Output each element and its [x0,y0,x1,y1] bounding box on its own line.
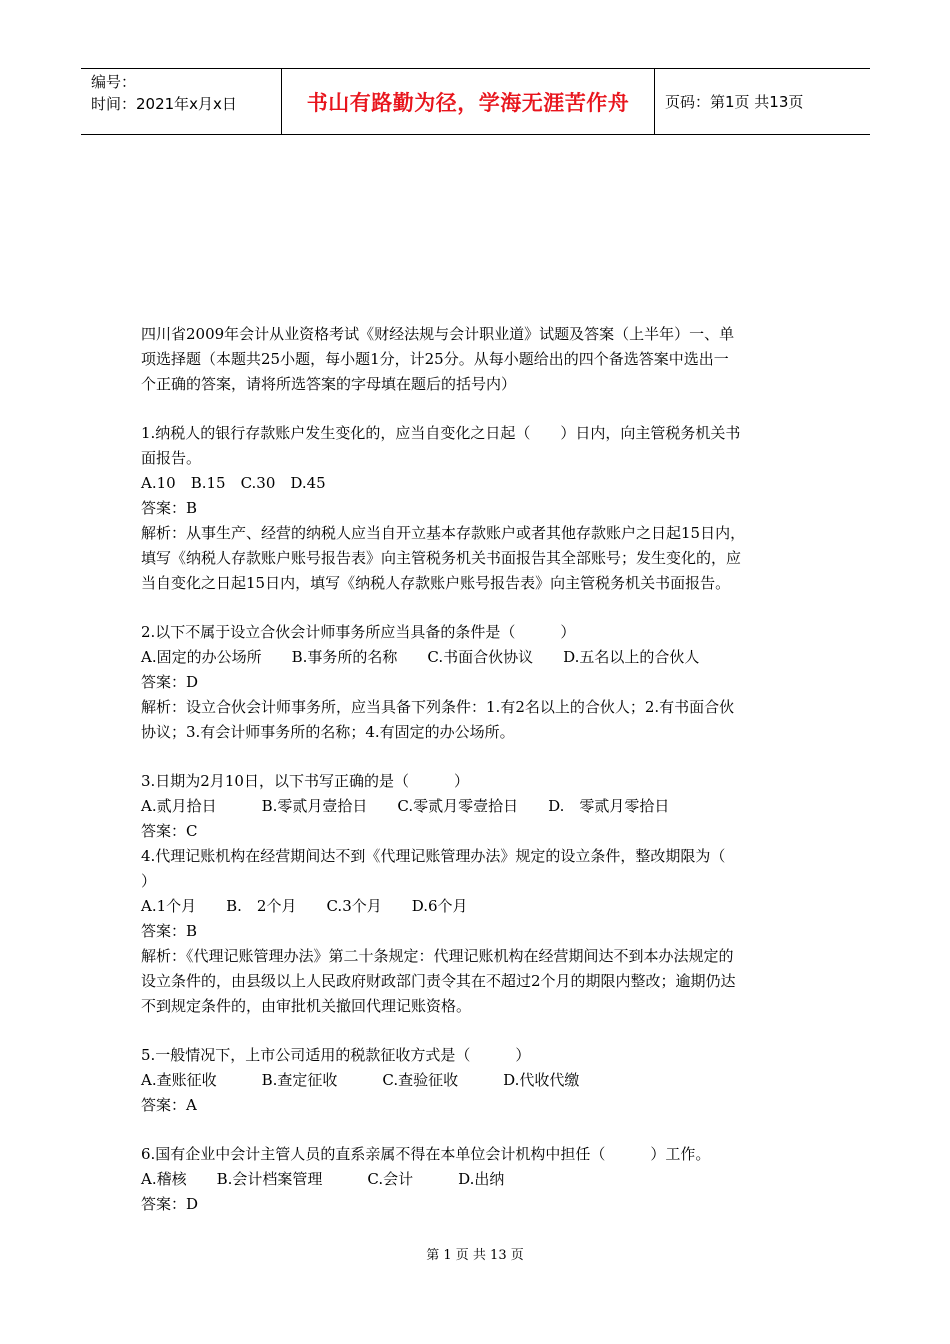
page-info: 页码：第1页 共13页 [665,93,804,111]
document-body [141,322,813,1217]
time-label: 时间：2021年x月x日 [91,95,237,113]
question-analysis: 填写《纳税人存款账户账号报告表》向主管税务机关书面报告其全部账号；发生变化的，应 [141,549,742,567]
question-stem: 4.代理记账机构在经营期间达不到《代理记账管理办法》规定的设立条件，整改期限为（ [141,847,726,865]
question-analysis: 设立条件的，由县级以上人民政府财政部门责令其在不超过2个月的期限内整改；逾期仍达 [141,972,736,990]
question-options: A.10 B.15 C.30 D.45 [141,474,326,492]
question-options: A.贰月拾日 B.零贰月壹拾日 C.零贰月零壹拾日 D. 零贰月零拾日 [141,797,670,815]
question-stem: 3.日期为2月10日，以下书写正确的是（ ） [141,772,469,790]
question-analysis: 解析：从事生产、经营的纳税人应当自开立基本存款账户或者其他存款账户之日起15日内， [141,524,746,542]
page-footer: 第 1 页 共 13 页 [426,1248,524,1263]
question-stem: 1.纳税人的银行存款账户发生变化的，应当自变化之日起（ ）日内，向主管税务机关书 [141,424,741,442]
question-analysis: 不到规定条件的，由审批机关撤回代理记账资格。 [141,997,472,1015]
question-2 [141,620,813,745]
question-stem: 2.以下不属于设立合伙会计师事务所应当具备的条件是（ ） [141,623,576,641]
question-options: A.1个月 B. 2个月 C.3个月 D.6个月 [141,897,468,915]
question-options: A.查账征收 B.查定征收 C.查验征收 D.代收代缴 [141,1071,580,1089]
question-analysis: 解析：《代理记账管理办法》第二十条规定：代理记账机构在经营期间达不到本办法规定的 [141,947,734,965]
page-header [81,68,870,135]
number-label: 编号： [91,73,137,91]
question-3 [141,769,813,844]
intro-line: 个正确的答案，请将所选答案的字母填在题后的括号内） [141,375,517,393]
question-answer: 答案：A [141,1096,197,1114]
question-5 [141,1043,813,1118]
question-stem: 5.一般情况下，上市公司适用的税款征收方式是（ ） [141,1046,531,1064]
question-options: A.固定的办公场所 B.事务所的名称 C.书面合伙协议 D.五名以上的合伙人 [141,648,700,666]
intro-line: 项选择题（本题共25小题，每小题1分，计25分。从每小题给出的四个备选答案中选出一 [141,350,729,368]
question-6 [141,1142,813,1217]
question-stem: ） [141,872,157,890]
question-analysis: 解析：设立合伙会计师事务所，应当具备下列条件：1.有2名以上的合伙人；2.有书面合伙 [141,698,735,716]
motto: 书山有路勤为径，学海无涯苦作舟 [306,90,630,115]
question-1 [141,421,813,596]
question-stem: 面报告。 [141,449,202,467]
header-left-cell [81,69,282,134]
question-stem: 6.国有企业中会计主管人员的直系亲属不得在本单位会计机构中担任（ ）工作。 [141,1145,711,1163]
question-4 [141,844,813,1019]
question-answer: 答案：D [141,1195,199,1213]
question-answer: 答案：C [141,822,198,840]
header-motto-cell [282,69,655,134]
question-answer: 答案：B [141,499,198,517]
question-answer: 答案：D [141,673,199,691]
intro-paragraph [141,322,813,397]
header-page-cell [655,69,870,134]
question-analysis: 当自变化之日起15日内，填写《纳税人存款账户账号报告表》向主管税务机关书面报告。 [141,574,731,592]
intro-line: 四川省2009年会计从业资格考试《财经法规与会计职业道》试题及答案（上半年）一、单 [141,325,735,343]
question-analysis: 协议；3.有会计师事务所的名称；4.有固定的办公场所。 [141,723,515,741]
question-options: A.稽核 B.会计档案管理 C.会计 D.出纳 [141,1170,505,1188]
question-answer: 答案：B [141,922,198,940]
